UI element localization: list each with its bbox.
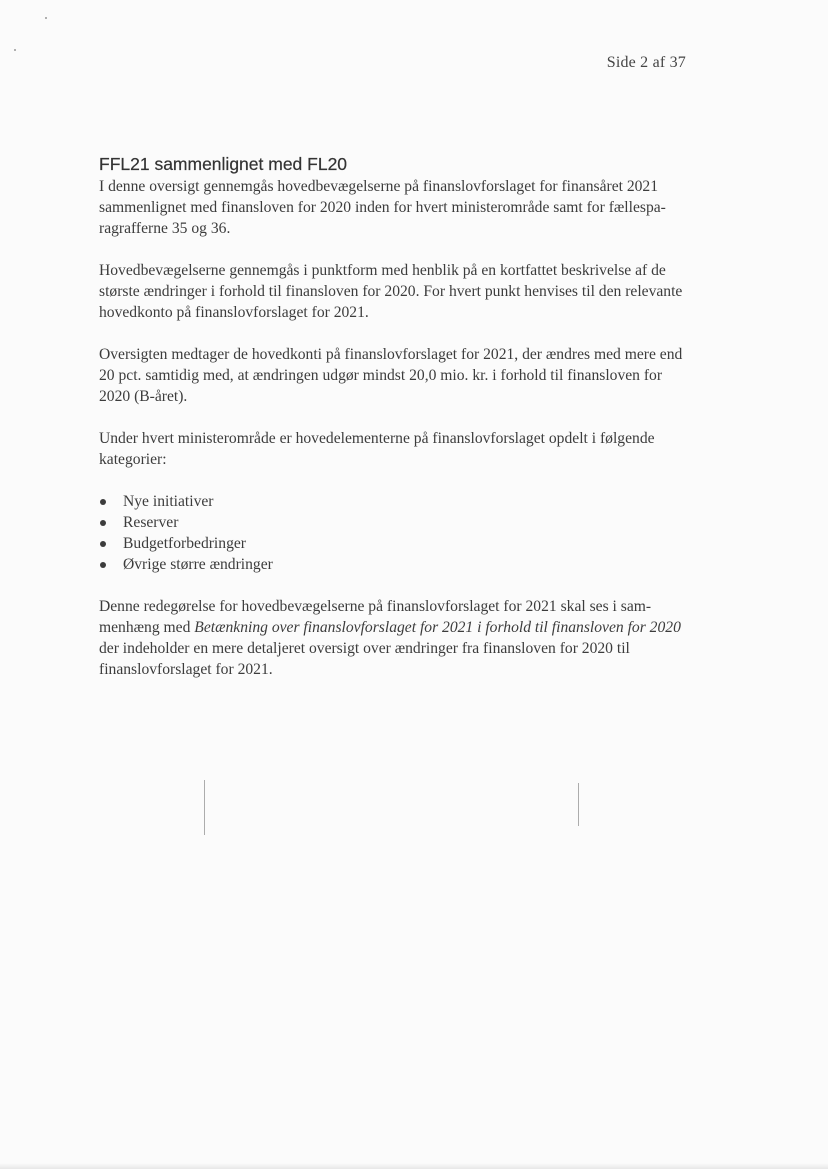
page-number: Side 2 af 37 [606,54,686,71]
scan-speck [45,17,47,19]
method-paragraph: Hovedbevægelserne gennemgås i punktform med henblik på en kortfattet beskrivelse af de største ændringer i forhold til finansloven for 2020. For hvert punkt henvises til den relevante hovedkonto på finanslovforslaget for 2021. [99,262,683,321]
category-item: Øvrige større ændringer [99,554,689,575]
report-title: Betænkning over finanslovforslaget for 2021 i forhold til finansloven for 2020 [194,619,681,636]
scan-fold-line-left [204,780,205,835]
category-item: Reserver [99,512,689,533]
reference-paragraph [99,596,689,680]
scan-fold-line-right [578,783,579,826]
scan-speck [14,49,16,51]
category-item: Nye initiativer [99,491,689,512]
category-list [99,491,689,575]
intro-paragraph: I denne oversigt gennemgås hovedbevægelserne på finanslovforslaget for finansåret 2021 sammenlignet med finansloven for 2020 inden for hvert ministerområde samt for fællesparagrafferne 35 og 36. [99,178,666,237]
reference-text-after: der indeholder en mere detaljeret oversigt over ændringer fra finansloven for 2020 til finanslovforslaget for 2021. [99,640,630,678]
document-body [99,152,689,701]
threshold-paragraph: Oversigten medtager de hovedkonti på finanslovforslaget for 2021, der ændres med mere end 20 pct. samtidig med, at ændringen udgør mindst 20,0 mio. kr. i forhold til finansloven for 2020 (B-året). [99,346,683,405]
category-item: Budgetforbedringer [99,533,689,554]
reference-text-before: Denne redegørelse for hovedbevægelserne på finanslovforslaget for 2021 skal ses i sammenhæng med [99,598,652,636]
categories-intro-paragraph: Under hvert ministerområde er hovedelementerne på finanslovforslaget opdelt i følgende kategorier: [99,430,655,468]
page-edge-shadow [0,1163,828,1169]
section-heading: FFL21 sammenlignet med FL20 [99,154,348,174]
